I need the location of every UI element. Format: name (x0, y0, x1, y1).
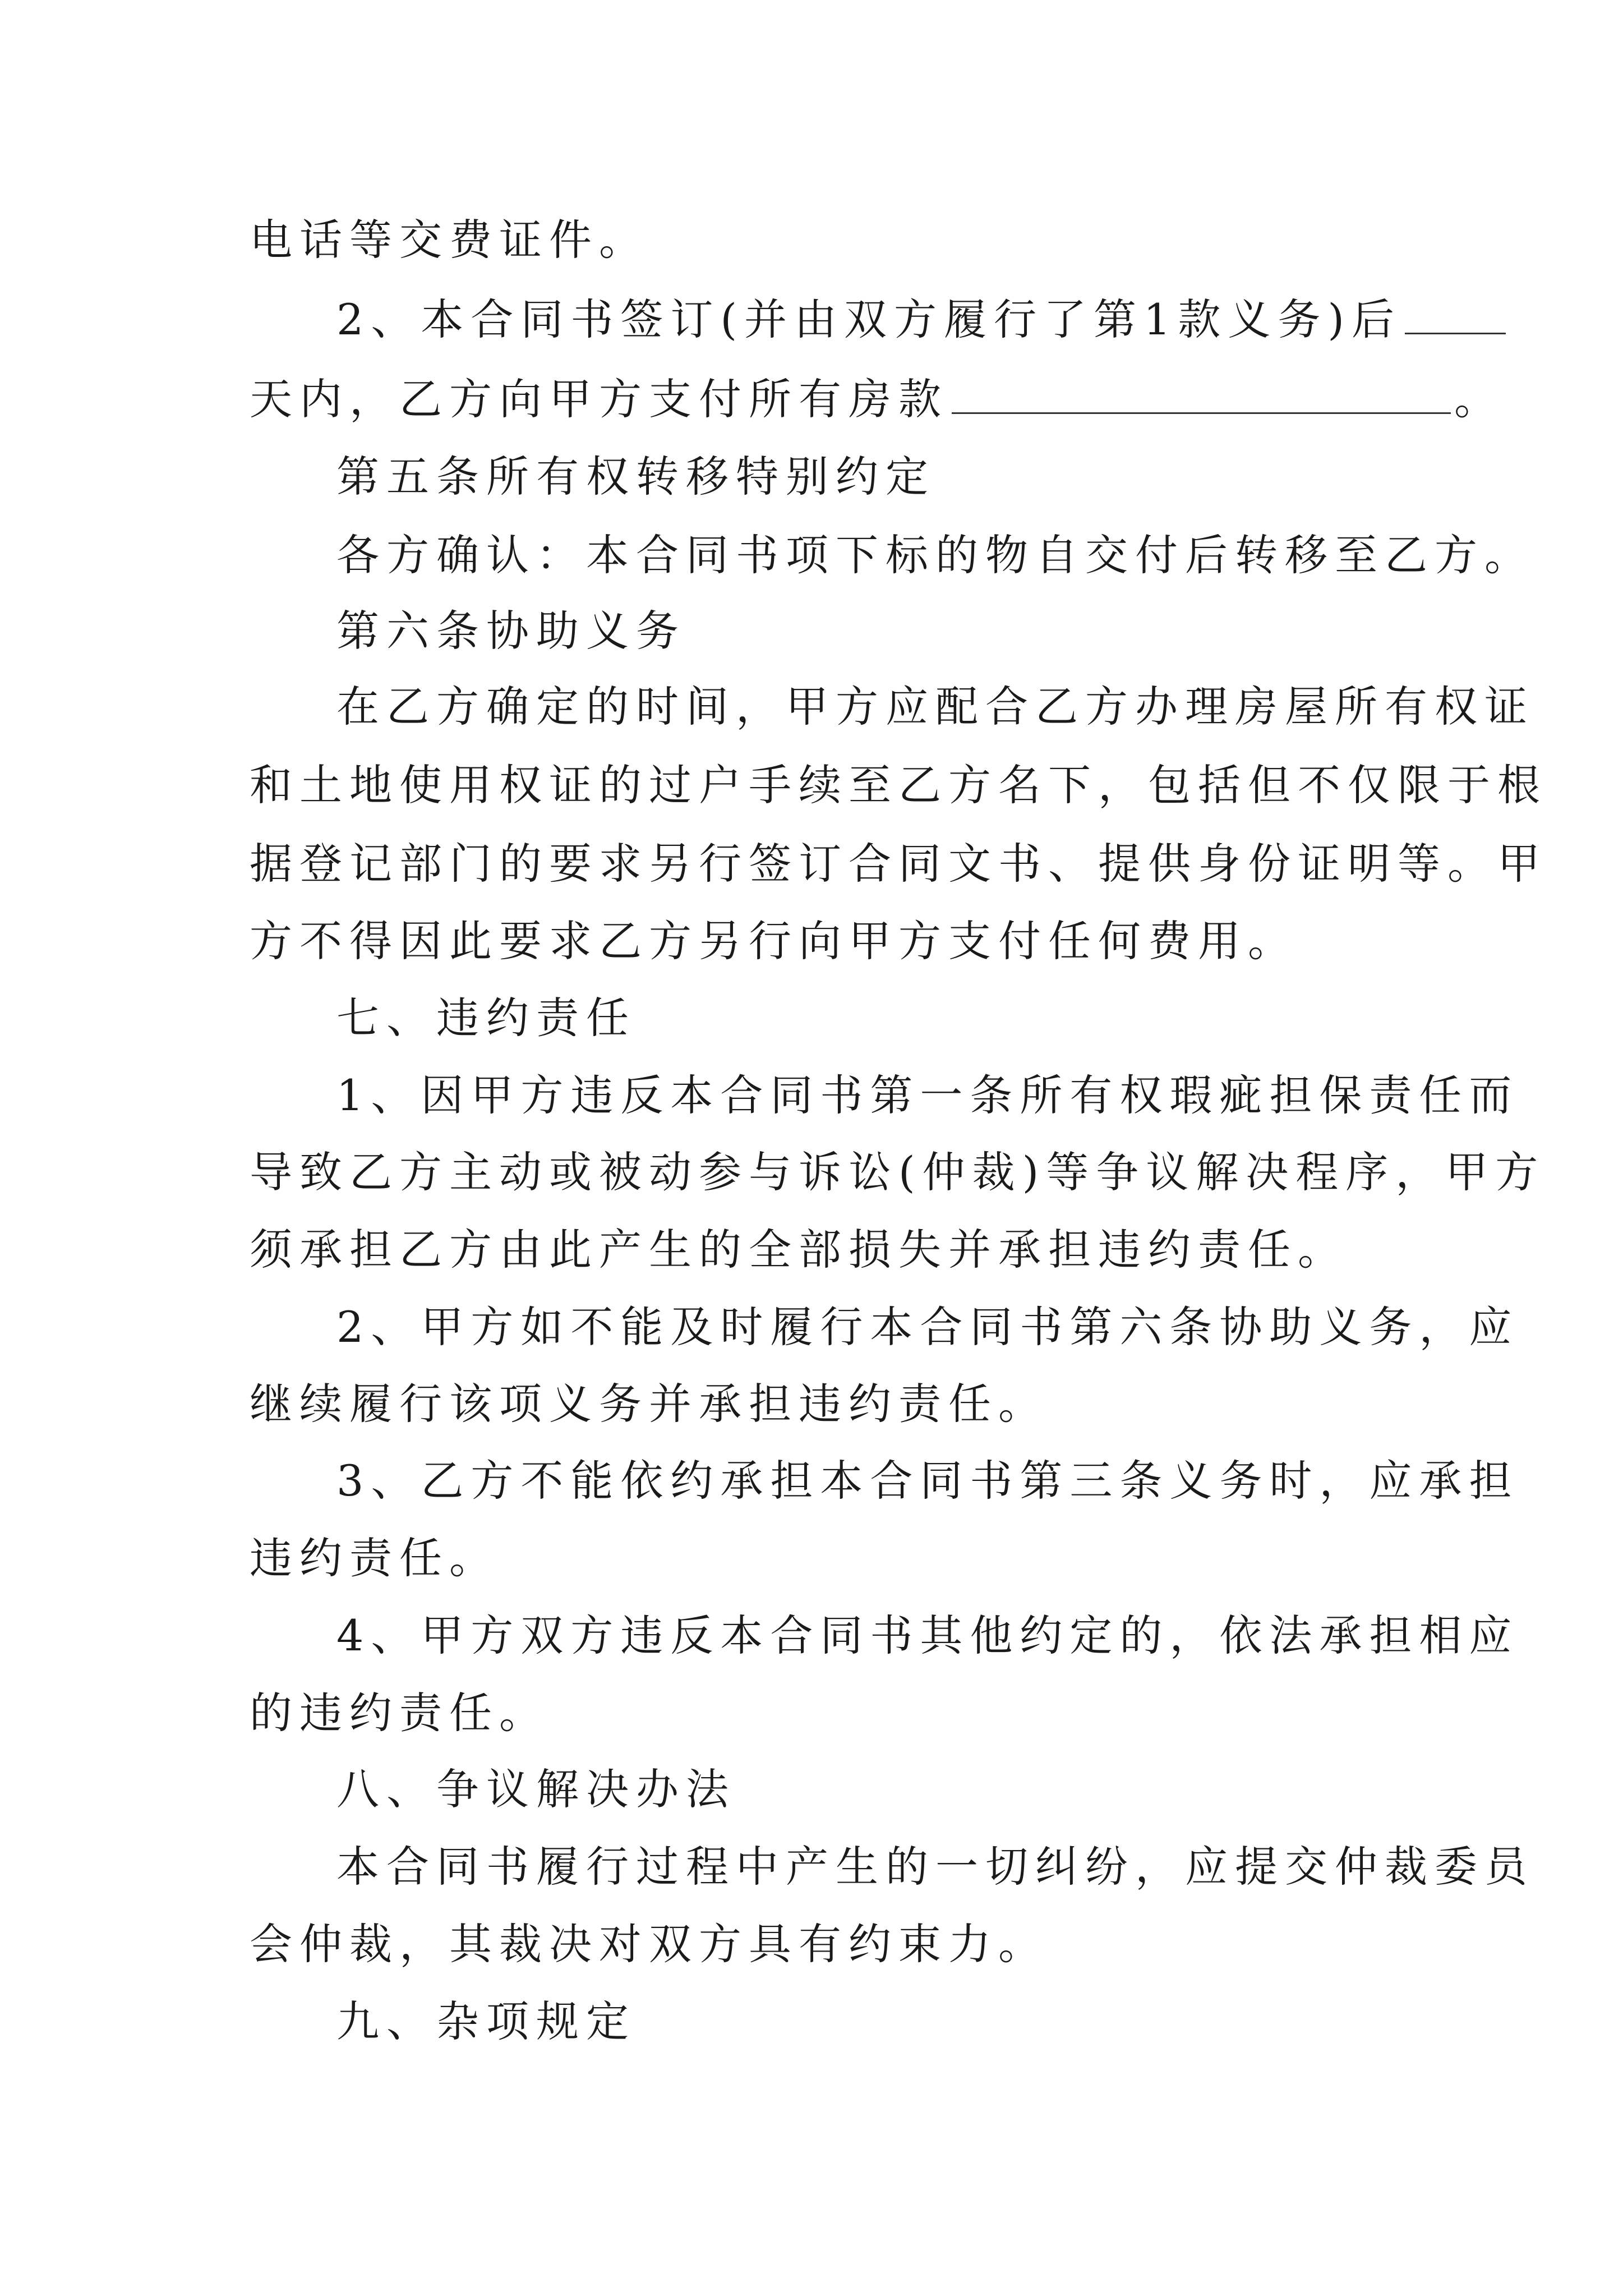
text-segment: 各方确认：本合同书项下标的物自交付后转移至乙方。 (336, 530, 1534, 580)
text-segment: 和土地使用权证的过户手续至乙方名下，包括但不仅限于根 (250, 760, 1547, 810)
text-line (250, 836, 1547, 892)
section-heading (336, 1994, 636, 2050)
text-segment: 违约责任。 (250, 1533, 499, 1583)
text-segment: 方不得因此要求乙方另行向甲方支付任何费用。 (250, 916, 1298, 966)
text-segment: 会仲裁，其裁决对双方具有约束力。 (250, 1919, 1048, 1969)
text-line (336, 1068, 1519, 1124)
text-segment: 须承担乙方由此产生的全部损失并承担违约责任。 (250, 1225, 1348, 1274)
text-segment: 的违约责任。 (250, 1688, 549, 1738)
text-line (336, 1453, 1519, 1509)
text-segment: 第五条所有权转移特别约定 (336, 452, 935, 501)
text-line (250, 1530, 499, 1586)
text-line (250, 757, 1547, 813)
text-line (250, 1376, 1048, 1432)
section-heading (336, 1761, 736, 1818)
text-line (250, 212, 649, 268)
text-segment: 继续履行该项义务并承担违约责任。 (250, 1379, 1048, 1429)
fill-in-blank (1405, 299, 1506, 334)
text-line (336, 679, 1534, 735)
text-segment: 。 (1454, 374, 1504, 424)
text-line (336, 1839, 1534, 1895)
text-line (336, 527, 1534, 583)
text-segment: 天内，乙方向甲方支付所有房款 (250, 374, 948, 424)
text-segment: 2、甲方如不能及时履行本合同书第六条协助义务，应 (336, 1302, 1519, 1352)
text-segment: 1、因甲方违反本合同书第一条所有权瑕疵担保责任而 (336, 1070, 1519, 1120)
text-segment: 3、乙方不能依约承担本合同书第三条义务时，应承担 (336, 1456, 1519, 1506)
text-segment: 据登记部门的要求另行签订合同文书、提供身份证明等。甲 (250, 839, 1547, 889)
text-segment: 电话等交费证件。 (250, 215, 649, 265)
text-line (250, 1222, 1348, 1278)
text-segment: 4、甲方双方违反本合同书其他约定的，依法承担相应 (336, 1611, 1519, 1660)
section-heading (336, 990, 636, 1046)
text-line (250, 1685, 549, 1741)
text-line (250, 1916, 1048, 1972)
text-line (250, 1144, 1545, 1200)
text-line (336, 1608, 1519, 1664)
text-line (250, 371, 1504, 427)
text-segment: 导致乙方主动或被动参与诉讼(仲裁)等争议解决程序，甲方 (250, 1147, 1546, 1197)
text-segment: 九、杂项规定 (336, 1996, 636, 2046)
section-heading (336, 449, 935, 505)
text-segment: 第六条协助义务 (336, 606, 686, 656)
text-line (336, 1299, 1519, 1355)
text-segment: 本合同书履行过程中产生的一切纠纷，应提交仲裁委员 (336, 1842, 1534, 1892)
text-segment: 八、争议解决办法 (336, 1764, 736, 1814)
text-segment: 七、违约责任 (336, 993, 636, 1043)
text-line (336, 292, 1509, 348)
text-line (250, 913, 1298, 969)
section-heading (336, 603, 686, 659)
text-segment: 在乙方确定的时间，甲方应配合乙方办理房屋所有权证 (336, 682, 1534, 731)
fill-in-blank (952, 379, 1451, 414)
text-segment: 2、本合同书签订(并由双方履行了第1款义务)后 (336, 295, 1402, 344)
